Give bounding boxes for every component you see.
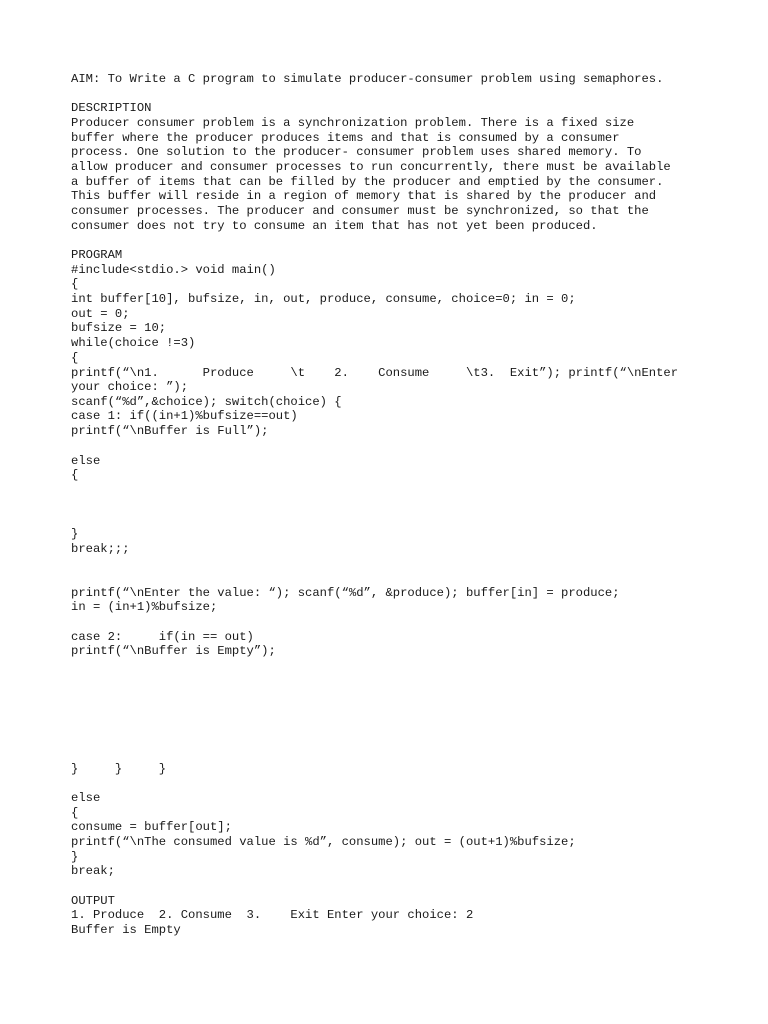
description-line: Producer consumer problem is a synchronization problem. There is a fixed size (71, 116, 635, 130)
description-line: This buffer will reside in a region of memory that is shared by the producer and (71, 189, 657, 203)
description-heading: DESCRIPTION (71, 101, 152, 115)
code-line: } (71, 850, 79, 864)
code-line: #include<stdio.> void main() (71, 263, 276, 277)
code-line: { (71, 351, 79, 365)
code-line: else (71, 454, 101, 468)
code-line: in = (in+1)%bufsize; (71, 600, 218, 614)
code-line: while(choice !=3) (71, 336, 196, 350)
code-line: printf(“\nBuffer is Empty”); (71, 644, 276, 658)
output-line: 1. Produce 2. Consume 3. Exit Enter your choice: 2 (71, 908, 474, 922)
code-line: scanf(“%d”,&choice); switch(choice) { (71, 395, 342, 409)
aim-line: AIM: To Write a C program to simulate producer-consumer problem using semaphores. (71, 72, 664, 86)
description-line: buffer where the producer produces items and that is consumed by a consumer (71, 131, 620, 145)
code-line: printf(“\nBuffer is Full”); (71, 424, 269, 438)
description-line: consumer processes. The producer and consumer must be synchronized, so that the (71, 204, 649, 218)
code-line: { (71, 468, 79, 482)
code-line: case 1: if((in+1)%bufsize==out) (71, 409, 298, 423)
description-line: process. One solution to the producer- consumer problem uses shared memory. To (71, 145, 642, 159)
code-line: your choice: ”); (71, 380, 189, 394)
code-line: case 2: if(in == out) (71, 630, 254, 644)
description-line: allow producer and consumer processes to run concurrently, there must be available (71, 160, 671, 174)
code-line: consume = buffer[out]; (71, 820, 232, 834)
program-heading: PROGRAM (71, 248, 123, 262)
code-line: { (71, 277, 79, 291)
code-line: } } } (71, 762, 167, 776)
output-line: Buffer is Empty (71, 923, 181, 937)
code-line: } (71, 527, 79, 541)
code-line: break; (71, 864, 115, 878)
code-line: printf(“\n1. Produce \t 2. Consume \t3. Exit”); printf(“\nEnter (71, 366, 679, 380)
code-line: out = 0; (71, 307, 130, 321)
code-line: else (71, 791, 101, 805)
code-line: bufsize = 10; (71, 321, 167, 335)
code-line: int buffer[10], bufsize, in, out, produce, consume, choice=0; in = 0; (71, 292, 576, 306)
description-line: consumer does not try to consume an item that has not yet been produced. (71, 219, 598, 233)
code-line: break;;; (71, 542, 130, 556)
code-line: { (71, 806, 79, 820)
code-line: printf(“\nThe consumed value is %d”, consume); out = (out+1)%bufsize; (71, 835, 576, 849)
description-line: a buffer of items that can be filled by the producer and emptied by the consumer. (71, 175, 664, 189)
output-heading: OUTPUT (71, 894, 115, 908)
code-line: printf(“\nEnter the value: “); scanf(“%d”, &produce); buffer[in] = produce; (71, 586, 620, 600)
